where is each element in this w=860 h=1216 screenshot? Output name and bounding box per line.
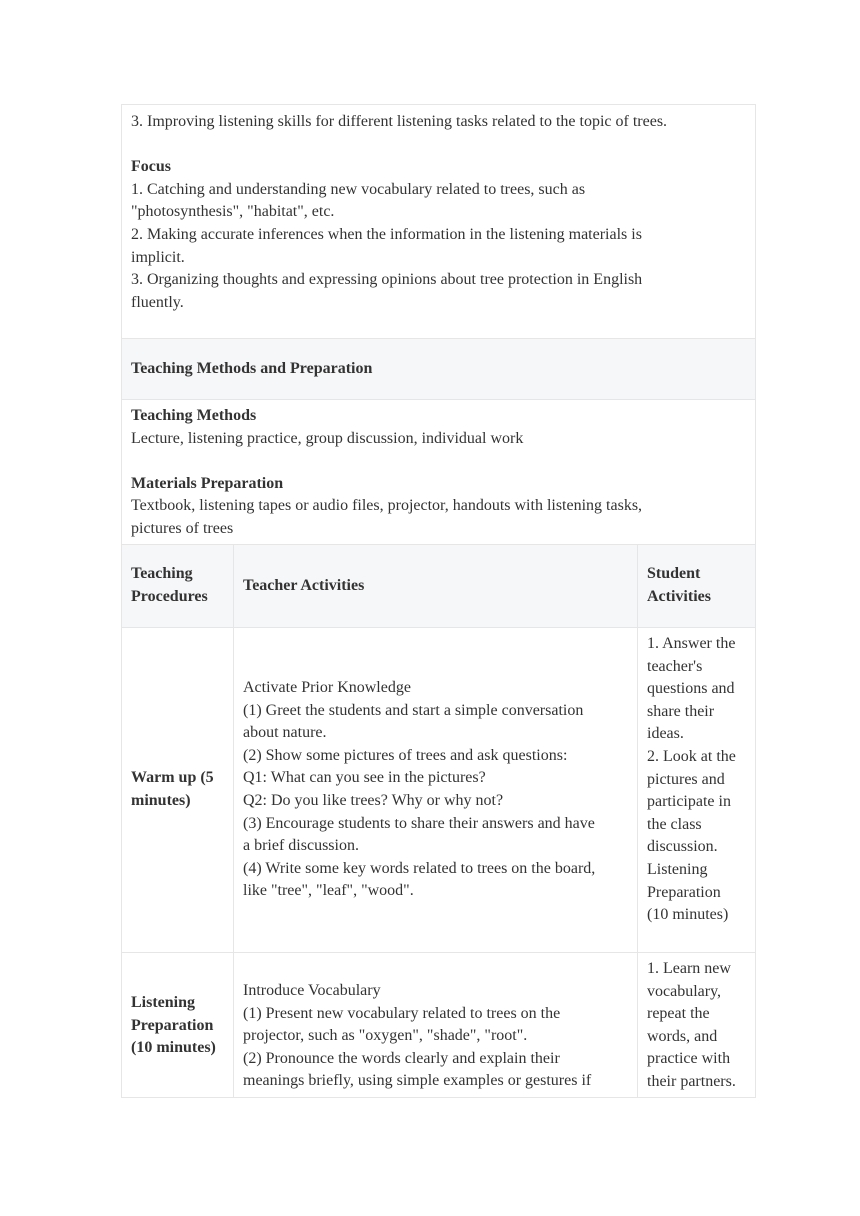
stage-cell: Warm up (5 minutes) [122, 628, 234, 953]
focus-item: 2. Making accurate inferences when the information in the listening materials is [131, 225, 642, 243]
header-teacher-activities: Teacher Activities [234, 545, 638, 628]
lesson-plan-table [121, 104, 756, 1098]
methods-text: Lecture, listening practice, group discussion, individual work [131, 429, 524, 447]
focus-item: "photosynthesis", "habitat", etc. [131, 203, 335, 221]
focus-heading: Focus [131, 158, 171, 176]
student-activities-cell: 1. Answer the teacher's questions and share their ideas. 2. Look at the pictures and participate in the class discussion. Listening Preparation (10 minutes) [638, 628, 756, 953]
section-header-cell [122, 339, 756, 400]
table-row [122, 628, 756, 953]
objective-item: 3. Improving listening skills for different listening tasks related to the topic of trees. [131, 113, 668, 130]
student-activities-cell: 1. Learn new vocabulary, repeat the words, and practice with their partners. [638, 953, 756, 1098]
materials-text: Textbook, listening tapes or audio files, projector, handouts with listening tasks, [131, 497, 643, 515]
materials-text: pictures of trees [131, 519, 234, 537]
table-header-row [122, 545, 756, 628]
focus-item: fluently. [131, 293, 184, 311]
focus-item: 1. Catching and understanding new vocabulary related to trees, such as [131, 180, 586, 198]
objectives-focus-cell [122, 105, 756, 339]
methods-row [122, 400, 756, 545]
methods-heading: Teaching Methods [131, 407, 257, 424]
teacher-activities-cell: Activate Prior Knowledge (1) Greet the students and start a simple conversation about nature. (2) Show some pictures of trees and ask questions: Q1: What can you see in the pictures? Q2: Do you like trees? Why or why not? (3) Encourage students to share their answers and have a brief discussion. (4) Write some key words related to trees on the board, like "tree", "leaf", "wood". [234, 628, 638, 953]
header-student-activities: Student Activities [638, 545, 756, 628]
section-header-row [122, 339, 756, 400]
materials-heading: Materials Preparation [131, 474, 284, 492]
stage-cell: Listening Preparation (10 minutes) [122, 953, 234, 1098]
objectives-focus-row [122, 105, 756, 339]
focus-item: 3. Organizing thoughts and expressing opinions about tree protection in English [131, 271, 643, 289]
header-procedures: Teaching Procedures [122, 545, 234, 628]
methods-cell [122, 400, 756, 545]
focus-item: implicit. [131, 248, 185, 266]
table-row [122, 953, 756, 1098]
teacher-activities-cell: Introduce Vocabulary (1) Present new vocabulary related to trees on the projector, such as "oxygen", "shade", "root". (2) Pronounce the words clearly and explain their meanings briefly, using simple examples or gestures if [234, 953, 638, 1098]
section-title: Teaching Methods and Preparation [131, 359, 373, 377]
